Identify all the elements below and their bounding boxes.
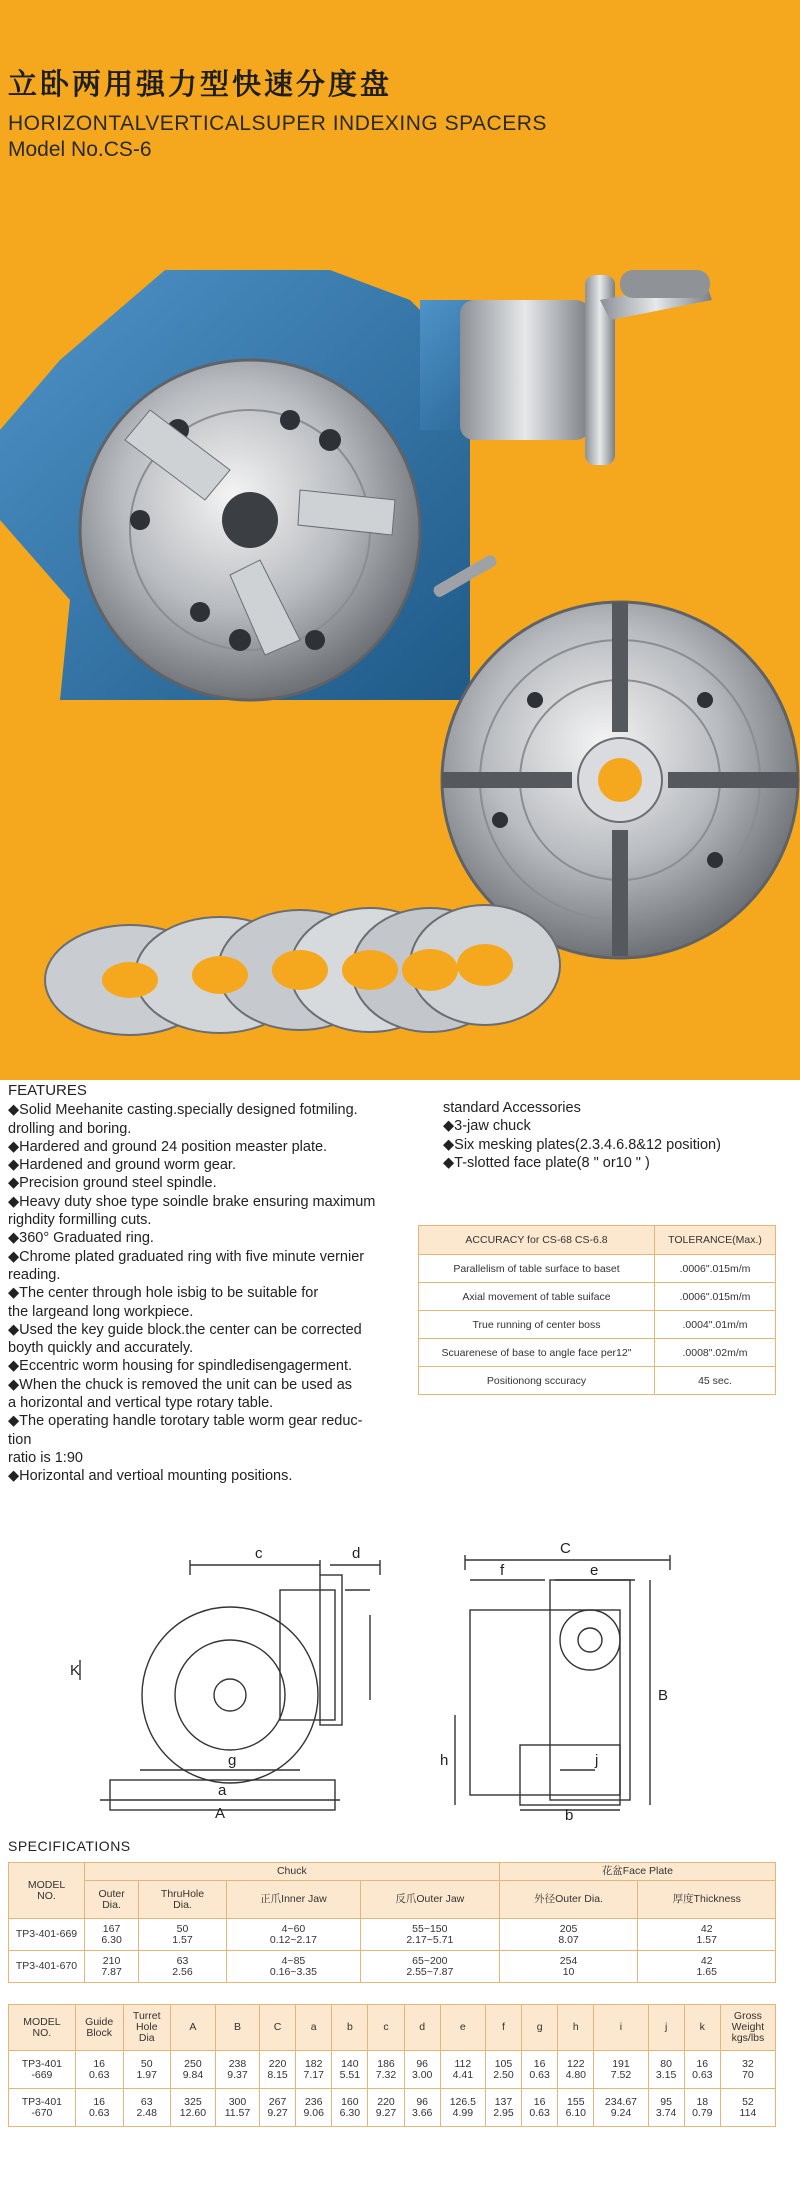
spec2-header: Gross Weight kgs/lbs [720, 2005, 775, 2051]
dim-e: e [590, 1562, 599, 1579]
tolerance-value: .0006".015m/m [655, 1255, 776, 1283]
accuracy-header: ACCURACY for CS-68 CS-6.8 [419, 1226, 655, 1255]
accuracy-row [419, 1311, 776, 1339]
spec-cell: 16 0.63 [522, 2051, 558, 2089]
spec-cell: 300 11.57 [216, 2089, 260, 2127]
feature-item: the largeand long workpiece. [8, 1303, 194, 1320]
spec2-header: Turret Hole Dia [123, 2005, 170, 2051]
dim-A: A [215, 1805, 226, 1820]
spec-cell: 16 0.63 [75, 2051, 123, 2089]
feature-item: ◆Horizontal and vertioal mounting positions. [8, 1468, 293, 1485]
spec-cell: 238 9.37 [216, 2051, 260, 2089]
title-english: HORIZONTALVERTICALSUPER INDEXING SPACERS [8, 112, 547, 135]
feature-item: ◆Chrome plated graduated ring with five minute vernier [8, 1248, 365, 1265]
model-cell: TP3-401-669 [9, 1919, 85, 1951]
accuracy-item: Axial movement of table suiface [419, 1283, 655, 1311]
accessories-heading: standard Accessories [443, 1100, 581, 1116]
model-cell: TP3-401 -670 [9, 2089, 76, 2127]
accessory-item: ◆3-jaw chuck [443, 1118, 531, 1135]
spec1-model-head: MODEL NO. [9, 1863, 85, 1919]
spec-cell: 96 3.66 [404, 2089, 440, 2127]
spec-cell: 205 8.07 [499, 1919, 638, 1951]
accuracy-item: True running of center boss [419, 1311, 655, 1339]
spec2-header: a [296, 2005, 332, 2051]
accuracy-row [419, 1367, 776, 1395]
spec-cell: 95 3.74 [648, 2089, 684, 2127]
spec1-subheader: 外径Outer Dia. [499, 1881, 638, 1919]
spec-cell: 234.67 9.24 [594, 2089, 648, 2127]
spec-cell: 96 3.00 [404, 2051, 440, 2089]
tolerance-value: .0006".015m/m [655, 1283, 776, 1311]
spec2-header: B [216, 2005, 260, 2051]
spec-cell: 122 4.80 [558, 2051, 594, 2089]
spec-cell: 16 0.63 [522, 2089, 558, 2127]
spec-cell: 220 8.15 [259, 2051, 295, 2089]
dim-a: a [218, 1782, 227, 1799]
feature-item: boyth quickly and accurately. [8, 1340, 194, 1357]
model-cell: TP3-401 -669 [9, 2051, 76, 2089]
accessories-list [443, 1117, 721, 1172]
feature-item: reading. [8, 1266, 61, 1283]
accessory-item: ◆T-slotted face plate(8 " or10 " ) [443, 1154, 650, 1171]
spec-cell: 325 12.60 [170, 2089, 215, 2127]
spec2-row [9, 2051, 776, 2089]
spec-cell: 50 1.97 [123, 2051, 170, 2089]
spec2-header: i [594, 2005, 648, 2051]
spec-cell: 16 0.63 [75, 2089, 123, 2127]
feature-item: a horizontal and vertical type rotary table. [8, 1395, 274, 1412]
spec-cell: 4~85 0.16~3.35 [226, 1951, 360, 1983]
spec-cell: 42 1.57 [638, 1919, 776, 1951]
spec2-header: k [684, 2005, 720, 2051]
spec-cell: 112 4.41 [440, 2051, 485, 2089]
product-illustration [0, 0, 800, 1080]
spec2-row [9, 2089, 776, 2127]
dim-j: j [595, 1752, 599, 1769]
dim-d: d [352, 1545, 361, 1562]
spec1-row [9, 1919, 776, 1951]
spec-cell: 50 1.57 [139, 1919, 227, 1951]
spec1-chuck-head: Chuck [85, 1863, 500, 1881]
spec2-header: e [440, 2005, 485, 2051]
spec-cell: 32 70 [720, 2051, 775, 2089]
spec2-header: b [332, 2005, 368, 2051]
tolerance-header: TOLERANCE(Max.) [655, 1226, 776, 1255]
spec-cell: 140 5.51 [332, 2051, 368, 2089]
spec-cell: 186 7.32 [368, 2051, 404, 2089]
spec2-header: g [522, 2005, 558, 2051]
feature-item: ◆Solid Meehanite casting.specially designed fotmiling. [8, 1102, 358, 1119]
spec2-header: MODEL NO. [9, 2005, 76, 2051]
title-chinese: 立卧两用强力型快速分度盘 [8, 67, 393, 101]
spec2-header: c [368, 2005, 404, 2051]
dim-f: f [500, 1562, 505, 1579]
accuracy-row [419, 1283, 776, 1311]
model-cell: TP3-401-670 [9, 1951, 85, 1983]
feature-item: ◆Heavy duty shoe type soindle brake ensuring maximum [8, 1193, 376, 1210]
spec-cell: 4~60 0.12~2.17 [226, 1919, 360, 1951]
dim-g: g [228, 1752, 237, 1769]
dim-b: b [565, 1807, 574, 1820]
spec2-header: h [558, 2005, 594, 2051]
feature-item: ratio is 1:90 [8, 1449, 83, 1466]
spec-cell: 236 9.06 [296, 2089, 332, 2127]
spec-cell: 220 9.27 [368, 2089, 404, 2127]
spec-cell: 182 7.17 [296, 2051, 332, 2089]
feature-item: ◆The operating handle torotary table worm gear reduc- [8, 1413, 363, 1430]
spec1-subheader: ThruHole Dia. [139, 1881, 227, 1919]
dim-C: C [560, 1540, 571, 1557]
feature-item: ◆Hardered and ground 24 position measter plate. [8, 1138, 328, 1155]
tolerance-value: .0008".02m/m [655, 1339, 776, 1367]
model-number: Model No.CS-6 [8, 138, 152, 161]
spec-cell: 167 6.30 [85, 1919, 139, 1951]
spec1-subheader: 正爪Inner Jaw [226, 1881, 360, 1919]
feature-item: ◆Hardened and ground worm gear. [8, 1157, 236, 1174]
features-section [8, 1082, 428, 1486]
spec-table-dimensions [8, 2004, 776, 2127]
spec-cell: 42 1.65 [638, 1951, 776, 1983]
dim-c: c [255, 1545, 263, 1562]
handle-grip [620, 270, 710, 298]
spec-table-chuck [8, 1862, 776, 1983]
spec2-header: C [259, 2005, 295, 2051]
spec1-row [9, 1951, 776, 1983]
spec1-subheader: Outer Dia. [85, 1881, 139, 1919]
spec-cell: 191 7.52 [594, 2051, 648, 2089]
spec2-header: A [170, 2005, 215, 2051]
feature-item: ◆Precision ground steel spindle. [8, 1175, 217, 1192]
spec-cell: 210 7.87 [85, 1951, 139, 1983]
feature-item: ◆360° Graduated ring. [8, 1230, 154, 1247]
spec-cell: 63 2.56 [139, 1951, 227, 1983]
spec-cell: 16 0.63 [684, 2051, 720, 2089]
spec-cell: 267 9.27 [259, 2089, 295, 2127]
spec1-face-head: 花盆Face Plate [499, 1863, 775, 1881]
spec-cell: 160 6.30 [332, 2089, 368, 2127]
feature-item: ◆The center through hole isbig to be suitable for [8, 1285, 319, 1302]
feature-item: righdity formilling cuts. [8, 1212, 152, 1229]
accuracy-row [419, 1255, 776, 1283]
accuracy-row [419, 1339, 776, 1367]
spec-cell: 105 2.50 [485, 2051, 521, 2089]
features-list [8, 1101, 428, 1485]
spec-cell: 137 2.95 [485, 2089, 521, 2127]
hero-banner [0, 0, 800, 1080]
feature-item: ◆Eccentric worm housing for spindledisengagerment. [8, 1358, 353, 1375]
spec-cell: 250 9.84 [170, 2051, 215, 2089]
spec2-header: f [485, 2005, 521, 2051]
dim-K: K [70, 1662, 81, 1679]
spec-cell: 55~150 2.17~5.71 [360, 1919, 499, 1951]
spec-cell: 126.5 4.99 [440, 2089, 485, 2127]
accuracy-item: Parallelism of table surface to baset [419, 1255, 655, 1283]
spec-cell: 80 3.15 [648, 2051, 684, 2089]
dim-B: B [658, 1687, 669, 1704]
feature-item: ◆When the chuck is removed the unit can be used as [8, 1376, 353, 1393]
tolerance-value: 45 sec. [655, 1367, 776, 1395]
accuracy-item: Scuarenese of base to angle face per12" [419, 1339, 655, 1367]
feature-item: drolling and boring. [8, 1120, 132, 1137]
accessories-section [443, 1099, 721, 1172]
spec1-subheader: 厚度Thickness [638, 1881, 776, 1919]
spec-cell: 63 2.48 [123, 2089, 170, 2127]
accuracy-table [418, 1225, 776, 1395]
spec2-header: d [404, 2005, 440, 2051]
spec2-header: j [648, 2005, 684, 2051]
spec-cell: 18 0.79 [684, 2089, 720, 2127]
spec-cell: 65~200 2.55~7.87 [360, 1951, 499, 1983]
accuracy-item: Positionong sccuracy [419, 1367, 655, 1395]
specifications-heading: SPECIFICATIONS [8, 1838, 131, 1854]
technical-drawings [0, 1520, 800, 1820]
feature-item: ◆Used the key guide block.the center can be corrected [8, 1321, 362, 1338]
spec-cell: 52 114 [720, 2089, 775, 2127]
graduated-ring [460, 300, 590, 440]
spec1-subheader: 反爪Outer Jaw [360, 1881, 499, 1919]
accessory-item: ◆Six mesking plates(2.3.4.6.8&12 position) [443, 1136, 721, 1153]
spec-cell: 254 10 [499, 1951, 638, 1983]
dim-h: h [440, 1752, 449, 1769]
features-heading: FEATURES [8, 1082, 87, 1099]
tolerance-value: .0004".01m/m [655, 1311, 776, 1339]
spec-cell: 155 6.10 [558, 2089, 594, 2127]
feature-item: tion [8, 1431, 32, 1448]
spec2-header: Guide Block [75, 2005, 123, 2051]
